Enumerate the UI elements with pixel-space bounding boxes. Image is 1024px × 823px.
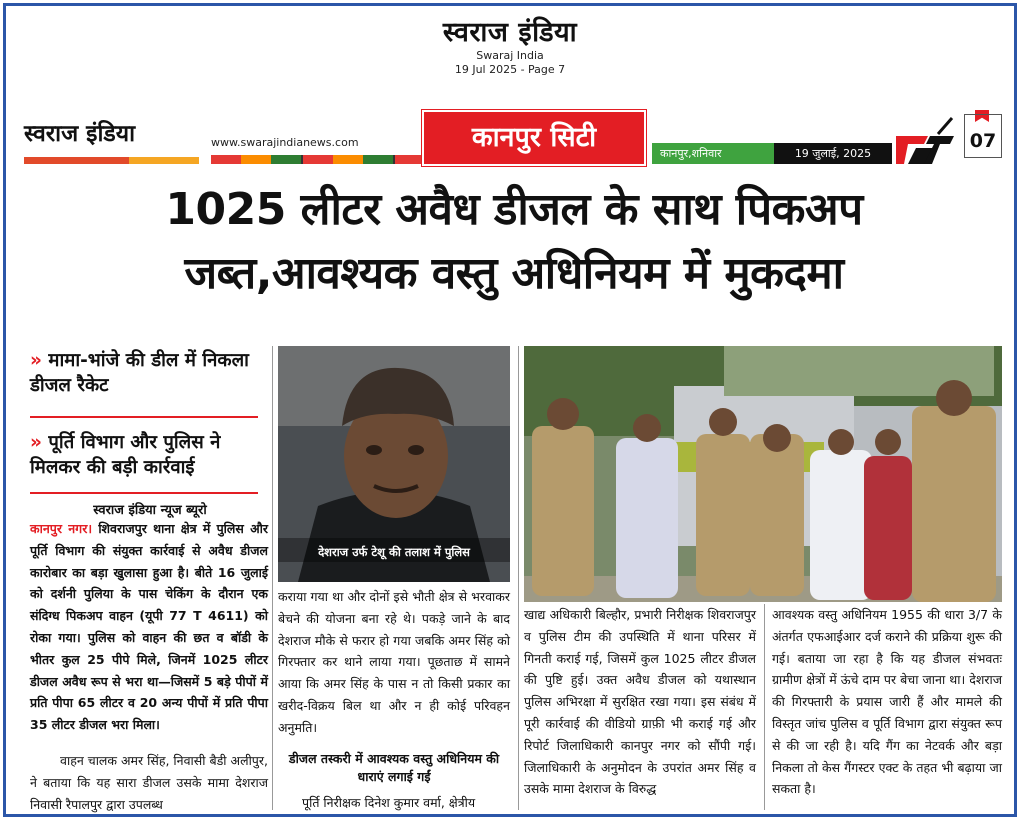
clipping-date-page: 19 Jul 2025 - Page 7	[454, 63, 566, 76]
website-link[interactable]: www.swarajindianews.com	[211, 136, 359, 149]
main-headline	[26, 178, 1002, 306]
column-rule	[272, 346, 273, 810]
city-day: कानपुर,शनिवार	[652, 143, 774, 164]
col2-text: कराया गया था और दोनों इसे भौती क्षेत्र से भरवाकर बेचने की योजना बना रहे थे। पकड़े जाने के बाद देशराज मौके से फरार हो गया जबकि अमर सिंह को गिरफ्तार कर थाने लाया गया। पूछताछ में सामने आया कि अमर सिंह के पास न तो किसी प्रकार का खरीद-विक्रय बिल था और न ही कोई परिवहन अनुमति।	[278, 589, 510, 735]
seizure-photo	[524, 346, 1002, 602]
edition-date: 19 जुलाई, 2025	[774, 143, 892, 164]
byline: स्वराज इंडिया न्यूज ब्यूरो	[93, 503, 207, 518]
col2-subhead: डीजल तस्करी में आवश्यक वस्तु अधिनियम की धाराएं लगाई गईं	[288, 751, 500, 784]
clipping-paper: Swaraj India	[476, 49, 544, 62]
subhead-1	[30, 348, 270, 398]
subhead-text: पूर्ति विभाग और पुलिस ने मिलकर की बड़ी कार्रवाई	[30, 432, 221, 478]
divider	[30, 416, 258, 418]
col1-tail: वाहन चालक अमर सिंह, निवासी बैडी अलीपुर, ने बताया कि यह सारा डीजल उसके मामा देशराज निवासी रैपालपुर द्वारा उपलब्ध	[30, 753, 268, 812]
page-number: 07	[964, 114, 1002, 158]
col4-text: आवश्यक वस्तु अधिनियम 1955 की धारा 3/7 के अंतर्गत एफआईआर दर्ज कराने की प्रक्रिया शुरू की गई। बताया जा रहा है कि यह डीजल संभवतः ग्रामीण क्षेत्रों में ऊंचे दाम पर बेचा जाना था। देशराज की गिरफ्तारी के प्रयास जारी हैं और मामले की विस्तृत जांच पुलिस व पूर्ति विभाग द्वारा संयुक्त रूप से की जा रही है। यदि गैंग का नेटवर्क और बड़ा निकला तो केस गैंगस्टर एक्ट के तहत भी बढ़ाया जा सकता है।	[772, 607, 1002, 797]
subhead-text: मामा-भांजे की डील में निकला डीजल रैकेट	[30, 350, 249, 396]
lead-text: शिवराजपुर थाना क्षेत्र में पुलिस और पूर्ति विभाग की संयुक्त कार्रवाई से अवैध डीजल कारोबार का बड़ा खुलासा हुआ है। बीते 16 जुलाई को दर्शनी पुलिया के पास चेकिंग के दौरान एक संदिग्ध पिकअप वाहन (यूपी 77 T 4611) को रोका गया। पुलिस को वाहन की छत व बॉडी के भीतर कुल 25 पीपे मिले, जिनमें 1025 लीटर डीजल अवैध रूप से भरा था—जिसमें 5 बड़े पीपों में प्रति पीपा 65 लीटर व 20 अन्य पीपों में प्रति पीपा 35 लीटर डीजल भरा मिला।	[30, 521, 268, 733]
headline-line-2: जब्त,आवश्यक वस्तु अधिनियम में मुकदमा	[184, 248, 844, 299]
dateline: कानपुर नगर।	[30, 521, 93, 536]
police-team-with-pickup	[524, 346, 1002, 602]
logo-underline	[24, 157, 199, 164]
column-rule	[518, 346, 519, 810]
subhead-marker: »	[30, 432, 42, 453]
suspect-photo	[278, 346, 510, 582]
brand-pen-icon	[894, 114, 956, 166]
section-title: कानपुर सिटी	[422, 110, 646, 166]
photo-caption: देशराज उर्फ टेशू की तलाश में पुलिस	[318, 545, 470, 559]
masthead	[24, 110, 1004, 168]
color-bars	[211, 155, 431, 164]
subhead-2	[30, 430, 270, 480]
clipping-title: स्वराज इंडिया	[442, 17, 578, 48]
divider	[30, 492, 258, 494]
column-rule	[764, 604, 765, 810]
clipping-header	[6, 6, 1014, 96]
page-frame	[3, 3, 1017, 817]
col3-text: खाद्य अधिकारी बिल्हौर, प्रभारी निरीक्षक शिवराजपुर व पुलिस टीम की उपस्थिति में थाना परिसर में गिनती कराई गई, जिसमें कुल 1025 लीटर डीजल की पुष्टि हुई। उक्त अवैध डीजल को यथास्थान पुलिस अभिरक्षा में सुरक्षित रखा गया। इस संबंध में पूरी कार्रवाई की वीडियो ग्राफ़ी भी कराई गई और रिपोर्ट जिलाधिकारी कानपुर नगर को सौंपी गई। जिलाधिकारी के अनुमोदन के उपरांत अमर सिंह व उसके मामा देशराज के विरुद्ध	[524, 607, 756, 797]
col2-tail: पूर्ति निरीक्षक दिनेश कुमार वर्मा, क्षेत्रीय	[302, 795, 476, 810]
lead-paragraph	[30, 518, 268, 736]
subhead-marker: »	[30, 350, 42, 371]
newspaper-logo: स्वराज इंडिया	[24, 120, 136, 147]
headline-line-1: 1025 लीटर अवैध डीजल के साथ पिकअप	[165, 184, 863, 235]
